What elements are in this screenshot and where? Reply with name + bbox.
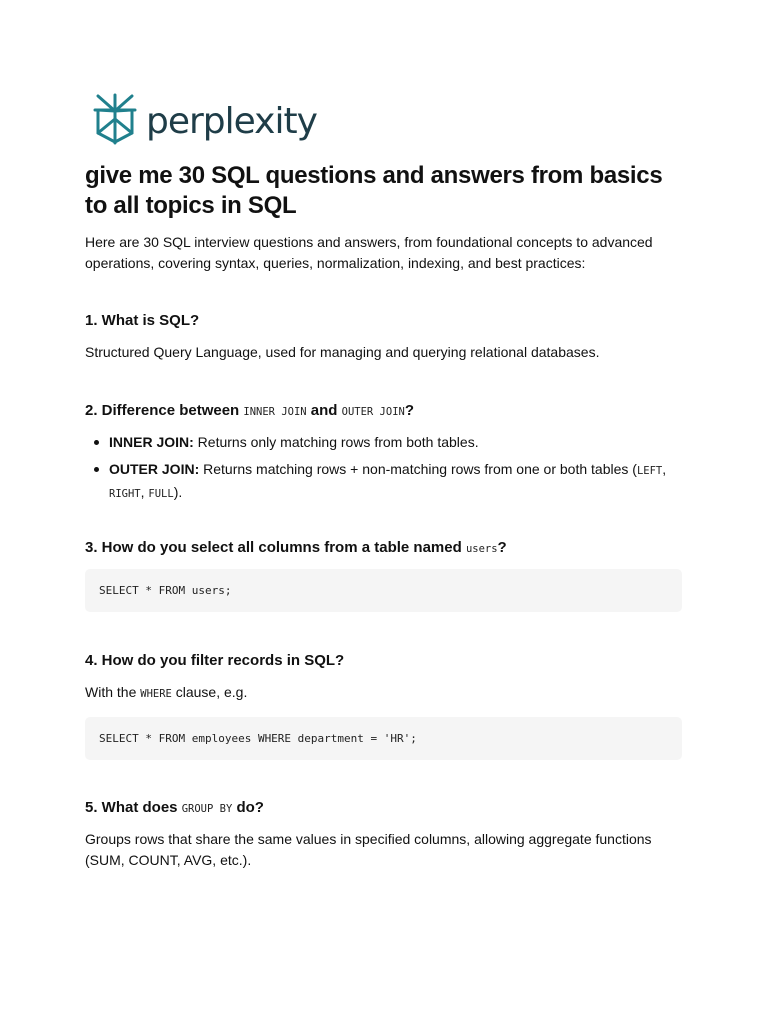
code-block: SELECT * FROM users; bbox=[85, 569, 682, 612]
question-2-title: 2. Difference between INNER JOIN and OUTER JOIN? bbox=[85, 402, 415, 419]
question-4-answer: With the WHERE clause, e.g. bbox=[85, 684, 248, 700]
question-5-answer: Groups rows that share the same values in specified columns, allowing aggregate functions (SUM, COUNT, AVG, etc.). bbox=[85, 831, 652, 868]
question-3-title: 3. How do you select all columns from a table named users? bbox=[85, 539, 507, 556]
brand-name: perplexity bbox=[146, 100, 317, 142]
question-4-title: 4. How do you filter records in SQL? bbox=[85, 652, 345, 669]
inline-code: users bbox=[465, 543, 498, 555]
list-item: OUTER JOIN: Returns matching rows + non-matching rows from one or both tables (LEFT, RIGHT, FULL). bbox=[85, 459, 675, 505]
inline-code: INNER JOIN bbox=[243, 406, 307, 418]
perplexity-logo-icon bbox=[93, 93, 137, 150]
inline-code: OUTER JOIN bbox=[341, 406, 405, 418]
inline-code: GROUP BY bbox=[181, 803, 233, 815]
inline-code: WHERE bbox=[140, 688, 172, 700]
question-title: give me 30 SQL questions and answers from basics to all topics in SQL bbox=[85, 162, 663, 219]
list-item: INNER JOIN: Returns only matching rows from both tables. bbox=[85, 432, 675, 453]
question-1-answer: Structured Query Language, used for managing and querying relational databases. bbox=[85, 344, 600, 360]
brand-header bbox=[93, 93, 317, 150]
question-5-title: 5. What does GROUP BY do? bbox=[85, 799, 264, 816]
code-block: SELECT * FROM employees WHERE department = 'HR'; bbox=[85, 717, 682, 760]
question-2-bullets bbox=[85, 432, 675, 511]
question-1-title: 1. What is SQL? bbox=[85, 312, 200, 329]
intro-paragraph: Here are 30 SQL interview questions and answers, from foundational concepts to advanced operations, covering syntax, queries, normalization, indexing, and best practices: bbox=[85, 234, 653, 271]
